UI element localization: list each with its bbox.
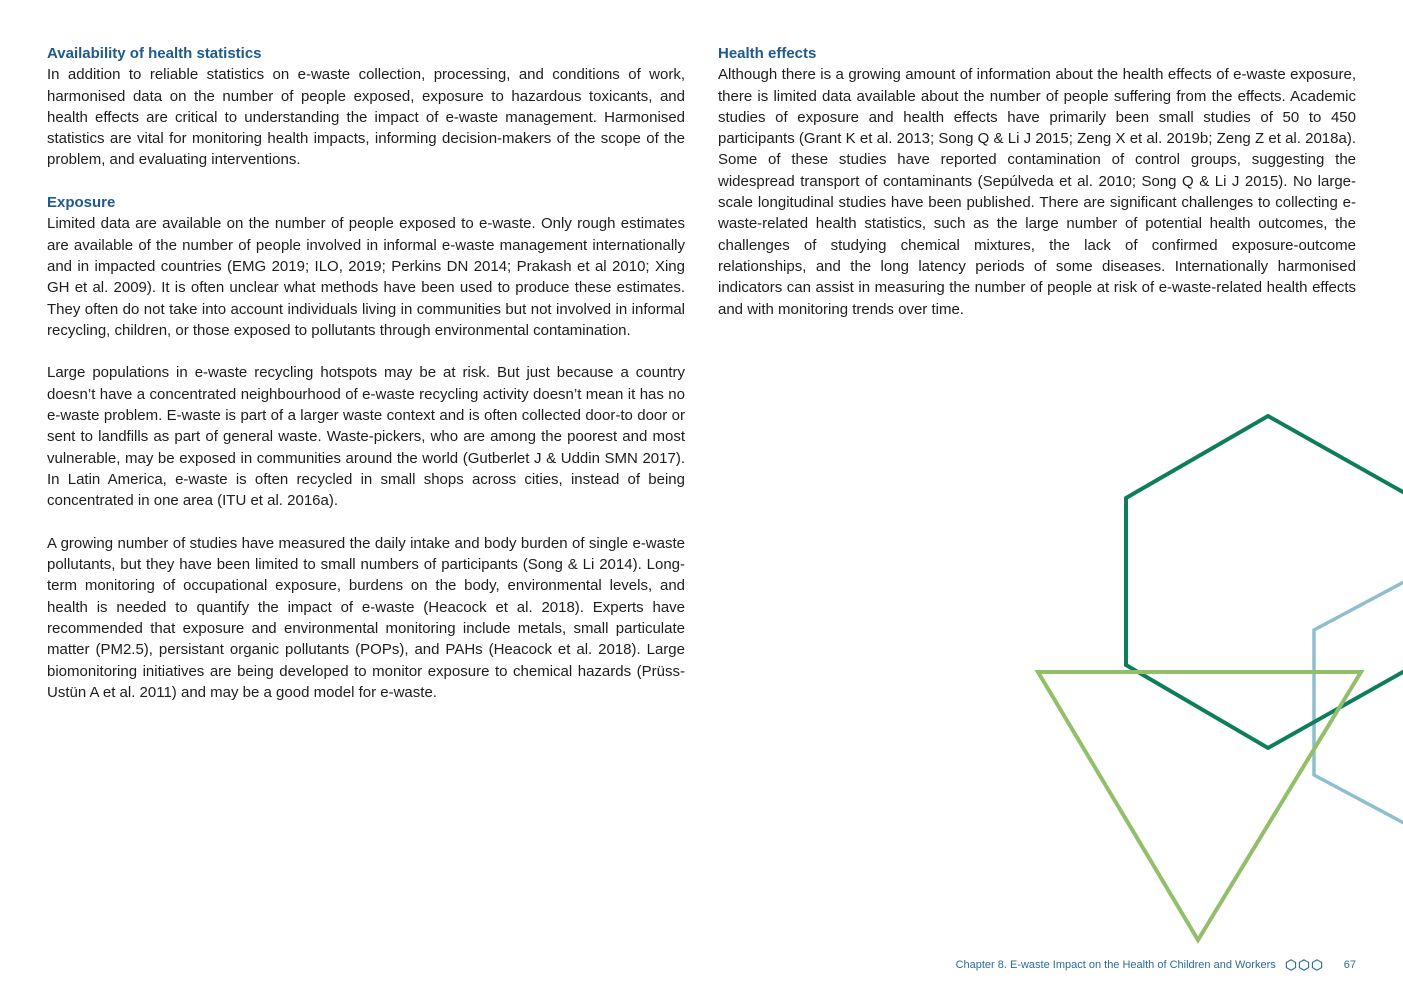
section-heading-exposure: Exposure [47,194,116,212]
left-column [47,43,685,703]
page-number: 67 [1343,959,1356,971]
paragraph-health-effects: Although there is a growing amount of information about the health effects of e-waste exposure, there is limited data available about the number of people suffering from the effects. Academic studies of exposure and health effects have primarily been small studies of 50 to 450 participants (Grant K et al. 2013; Song Q & Li J 2015; Zeng X et al. 2019b; Zeng Z et al. 2018a). Some of these studies have reported contamination of control groups, suggesting the widespread transport of contaminants (Sepúlveda et al. 2010; Song Q & Li J 2015). No large-scale longitudinal studies have been published. There are significant challenges to collecting e-waste-related health statistics, such as the large number of potential health outcomes, the challenges of studying chemical mixtures, the lack of confirmed exposure-outcome relationships, and the long latency periods of some diseases. Internationally harmonised indicators can assist in measuring the number of people at risk of e-waste-related health effects and with monitoring trends over time. [718,66,1356,318]
paragraph-exposure-2: Large populations in e-waste recycling hotspots may be at risk. But just because a country doesn’t have a concentrated neighbourhood of e-waste recycling activity doesn’t mean it has no e-waste problem. E-waste is part of a larger waste context and is often collected door-to door or sent to landfills as part of general waste. Waste-pickers, who are among the poorest and most vulnerable, may be exposed in communities around the world (Gutberlet J & Uddin SMN 2017). In Latin America, e-waste is often recycled in small shops across cities, instead of being concentrated in one area (ITU et al. 2016a). [47,364,685,510]
paragraph-exposure-1: Limited data are available on the number of people exposed to e-waste. Only rough estimates are available of the number of people involved in informal e-waste management internationally and in impacted countries (EMG 2019; ILO, 2019; Perkins DN 2014; Prakash et al 2010; Xing GH et al. 2009). It is often unclear what methods have been used to produce these estimates. They often do not take into account individuals living in communities but not involved in informal recycling, children, or those exposed to pollutants through environmental contamination. [47,215,685,339]
section-heading-availability: Availability of health statistics [47,45,262,62]
footer-chapter-title: Chapter 8. E-waste Impact on the Health of Children and Workers [955,959,1276,971]
section-heading-health-effects: Health effects [718,45,817,62]
geometric-decoration [1030,408,1403,948]
paragraph-exposure-3: A growing number of studies have measured the daily intake and body burden of single e-waste pollutants, but they have been limited to small numbers of participants (Song & Li 2014). Long-term monitoring of occupational exposure, burdens on the body, environmental levels, and health is needed to quantify the impact of e-waste (Heacock et al. 2018). Experts have recommended that exposure and environmental monitoring include metals, small particulate matter (PM2.5), persistant organic pollutants (POPs), and PAHs (Heacock et al. 2018). Large biomonitoring initiatives are being developed to monitor exposure to chemical hazards (Prüss-Ustün A et al. 2011) and may be a good model for e-waste. [47,534,685,701]
paragraph-availability: In addition to reliable statistics on e-waste collection, processing, and conditions of work, harmonised data on the number of people exposed, exposure to hazardous toxicants, and health effects are critical to understanding the impact of e-waste management. Harmonised statistics are vital for monitoring health impacts, informing decision-makers of the scope of the problem, and evaluating interventions. [47,66,685,169]
light-blue-hexagon-shape [1314,560,1403,845]
page-footer [880,956,1356,974]
dark-green-hexagon-shape [1126,416,1403,748]
right-column [718,43,1356,320]
three-hexagons-icon [1285,959,1324,971]
